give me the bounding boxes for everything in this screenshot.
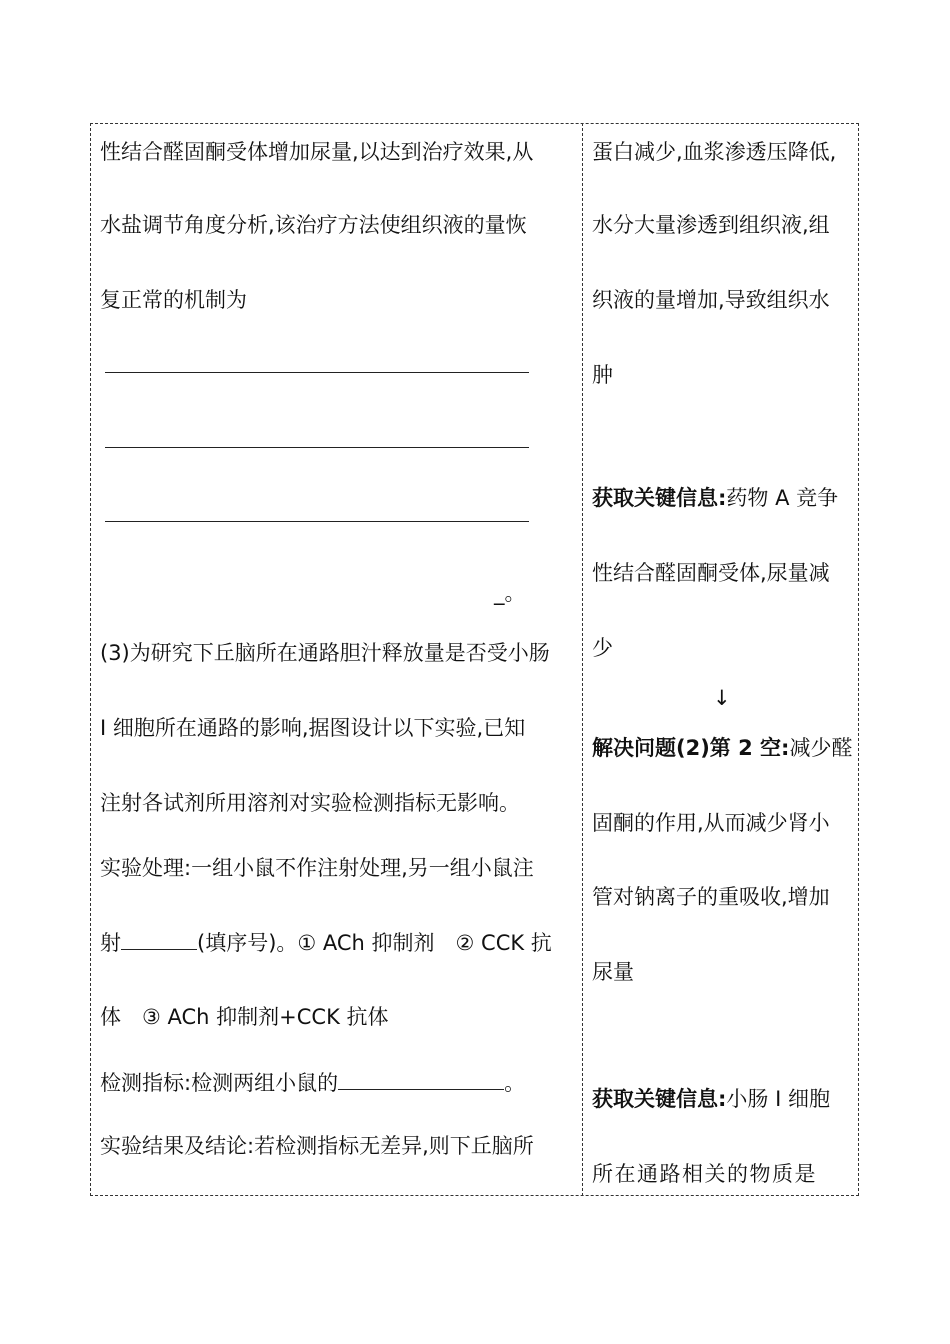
solve-line-2: 固酮的作用,从而减少肾小 (592, 811, 830, 835)
q3-line-2: Ⅰ 细胞所在通路的影响,据图设计以下实验,已知 (100, 716, 526, 740)
key-info-2-text: 小肠 Ⅰ 细胞 (726, 1087, 830, 1111)
detect-line (100, 1067, 525, 1098)
solve-line-3: 管对钠离子的重吸收,增加 (592, 885, 830, 909)
inject-line (100, 927, 552, 958)
key-info-1-line-3: 少 (592, 636, 613, 660)
detect-prefix: 检测指标:检测两组小鼠的 (100, 1071, 339, 1095)
inject-suffix: (填序号)。① ACh 抑制剂 ② CCK 抗 (197, 931, 552, 955)
detect-blank[interactable] (338, 1067, 504, 1090)
detect-suffix: 。 (504, 1071, 526, 1095)
right-block1-line-3: 织液的量增加,导致组织水 (592, 288, 830, 312)
answer-line-2[interactable] (105, 447, 529, 448)
answer-line-3[interactable] (105, 521, 529, 522)
key-info-1-text: 药物 A 竞争 (726, 486, 839, 510)
q3-line-1: (3)为研究下丘脑所在通路胆汁释放量是否受小肠 (100, 641, 550, 665)
result-line: 实验结果及结论:若检测指标无差异,则下丘脑所 (100, 1134, 534, 1158)
key-info-2 (592, 1084, 830, 1114)
right-block1-line-2: 水分大量渗透到组织液,组 (592, 213, 830, 237)
column-divider (582, 123, 583, 1196)
solve-line-4: 尿量 (592, 960, 634, 984)
solve-problem-label: 解决问题(2)第 2 空: (592, 736, 790, 760)
q3-line-4: 实验处理:一组小鼠不作注射处理,另一组小鼠注 (100, 856, 534, 880)
solve-problem (592, 733, 852, 763)
left-line-3: 复正常的机制为 (100, 288, 247, 312)
down-arrow-icon: ↓ (713, 686, 731, 710)
left-line-1: 性结合醛固酮受体增加尿量,以达到治疗效果,从 (100, 140, 534, 164)
right-block1-line-4: 肿 (592, 363, 613, 387)
key-info-1-line-2: 性结合醛固酮受体,尿量减 (592, 561, 830, 585)
key-info-2-label: 获取关键信息: (592, 1087, 727, 1111)
answer-line-1[interactable] (105, 372, 529, 373)
inject-blank[interactable] (121, 927, 197, 950)
key-info-1 (592, 483, 838, 513)
q3-line-3: 注射各试剂所用溶剂对实验检测指标无影响。 (100, 791, 520, 815)
options-line: 体 ③ ACh 抑制剂+CCK 抗体 (100, 1005, 389, 1029)
right-block1-line-1: 蛋白减少,血浆渗透压降低, (592, 140, 837, 164)
answer-end-mark: _。 (494, 581, 526, 605)
solve-problem-text: 减少醛 (789, 736, 853, 760)
left-line-2: 水盐调节角度分析,该治疗方法使组织液的量恢 (100, 213, 527, 237)
key-info-2-line-2: 所在通路相关的物质是 (592, 1162, 817, 1186)
key-info-1-label: 获取关键信息: (592, 486, 727, 510)
inject-prefix: 射 (100, 931, 121, 955)
